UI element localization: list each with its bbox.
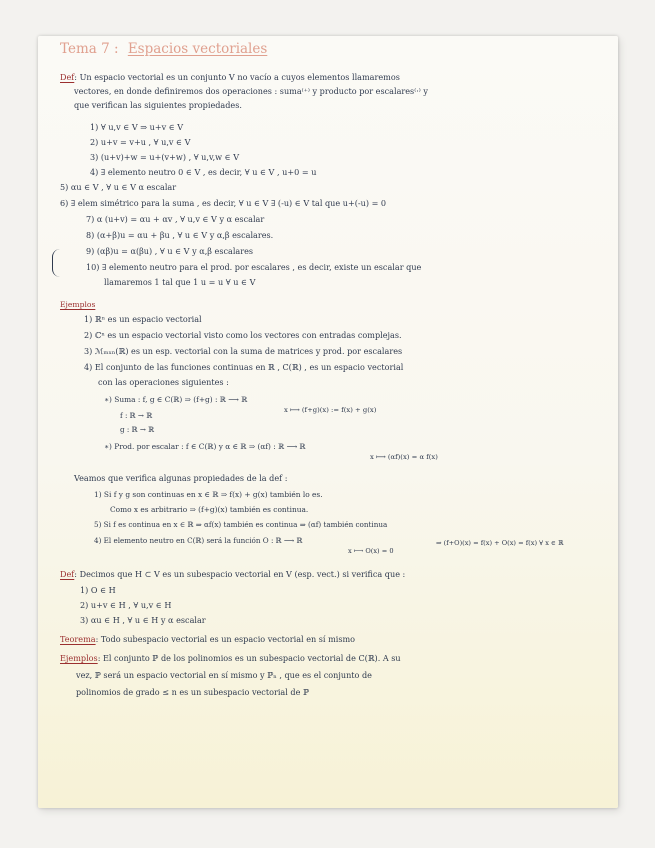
example-item: 2) ℂⁿ es un espacio vectorial visto como los vectores con entradas complejas. xyxy=(84,330,402,340)
verification-line: 4) El elemento neutro en C(ℝ) será la función O : ℝ ⟶ ℝ xyxy=(94,536,303,545)
title-prefix: Tema 7 : xyxy=(60,41,119,57)
property-item: 7) α (u+v) = αu + αv , ∀ u,v ∈ V y α escalar xyxy=(86,214,265,224)
definition-line: vectores, en donde definiremos dos operaciones : suma⁽⁺⁾ y producto por escalares⁽·⁾ y xyxy=(74,86,428,96)
example-text: vez, ℙ será un espacio vectorial en sí mismo y ℙₙ , que es el conjunto de xyxy=(76,670,372,680)
page-title xyxy=(60,41,268,57)
theorem-label: Teorema xyxy=(60,634,96,644)
property-item: 2) u+v = v+u , ∀ u,v ∈ V xyxy=(90,137,191,147)
verification-line: 1) Si f y g son continuas en x ∈ ℝ ⇒ f(x) + g(x) también lo es. xyxy=(94,490,323,499)
example-item: con las operaciones siguientes : xyxy=(98,377,229,387)
example-text: polinomios de grado ≤ n es un subespacio vectorial de ℙ xyxy=(76,687,310,697)
subspace-definition xyxy=(60,569,405,580)
property-item: 6) ∃ elem simétrico para la suma , es decir, ∀ u ∈ V ∃ (-u) ∈ V tal que u+(-u) = 0 xyxy=(60,198,387,208)
subspace-condition: 1) O ∈ H xyxy=(80,585,116,595)
property-item: llamaremos 1 tal que 1 u = u ∀ u ∈ V xyxy=(104,277,256,287)
property-item: 3) (u+v)+w = u+(v+w) , ∀ u,v,w ∈ V xyxy=(90,152,240,162)
example-item: 3) ℳₘₓₙ(ℝ) es un esp. vectorial con la suma de matrices y prod. por escalares xyxy=(84,346,403,356)
verification-heading: Veamos que verifica algunas propiedades de la def : xyxy=(74,473,288,483)
definition-text: : Decimos que H ⊂ V es un subespacio vectorial en V (esp. vect.) si verifica que : xyxy=(74,569,406,579)
property-bracket xyxy=(52,249,60,277)
property-item: 4) ∃ elemento neutro 0 ∈ V , es decir, ∀ u ∈ V , u+0 = u xyxy=(90,167,317,177)
definition-line xyxy=(60,72,400,83)
property-item: 10) ∃ elemento neutro para el prod. por escalares , es decir, existe un escalar que xyxy=(86,262,422,272)
theorem-text: : Todo subespacio vectorial es un espacio vectorial en sí mismo xyxy=(95,634,356,644)
property-item: 5) αu ∈ V , ∀ u ∈ V α escalar xyxy=(60,182,177,192)
title-topic: Espacios vectoriales xyxy=(127,41,268,57)
verification-line: x ⟼ O(x) = 0 xyxy=(348,547,394,555)
property-item: 1) ∀ u,v ∈ V ⇒ u+v ∈ V xyxy=(90,122,184,132)
scalar-product-mapping: x ⟼ (αf)(x) = α f(x) xyxy=(370,453,438,461)
definition-label: Def xyxy=(60,72,75,82)
scalar-product-operation: ∗) Prod. por escalar : f ∈ C(ℝ) y α ∈ ℝ ⇒ (αf) : ℝ ⟶ ℝ xyxy=(104,442,306,451)
theorem xyxy=(60,634,355,645)
sum-mapping: x ⟼ (f+g)(x) := f(x) + g(x) xyxy=(284,406,377,414)
property-item: 9) (αβ)u = α(βu) , ∀ u ∈ V y α,β escalares xyxy=(86,246,254,256)
subspace-condition: 3) αu ∈ H , ∀ u ∈ H y α escalar xyxy=(80,615,206,625)
examples-label: Ejemplos xyxy=(60,300,96,309)
subspace-condition: 2) u+v ∈ H , ∀ u,v ∈ H xyxy=(80,600,172,610)
property-item: 8) (α+β)u = αu + βu , ∀ u ∈ V y α,β escalares. xyxy=(86,230,274,240)
example-text: : El conjunto ℙ de los polinomios es un subespacio vectorial de C(ℝ). A su xyxy=(97,653,401,663)
verification-line: ⇒ (f+O)(x) = f(x) + O(x) = f(x) ∀ x ∈ ℝ xyxy=(436,539,564,547)
polynomial-example xyxy=(60,653,401,664)
sum-domain-f: f : ℝ → ℝ xyxy=(120,411,153,420)
examples-label: Ejemplos xyxy=(60,653,98,663)
verification-line: 5) Si f es continua en x ∈ ℝ ⇒ αf(x) también es continua ⇒ (αf) también continua xyxy=(94,520,388,529)
sum-operation: ∗) Suma : f, g ∈ C(ℝ) ⇒ (f+g) : ℝ ⟶ ℝ xyxy=(104,395,248,404)
example-item: 1) ℝⁿ es un espacio vectorial xyxy=(84,314,202,324)
definition-line: que verifican las siguientes propiedades. xyxy=(74,100,242,110)
verification-line: Como x es arbitrario ⇒ (f+g)(x) también es continua. xyxy=(110,505,309,514)
sum-domain-g: g : ℝ → ℝ xyxy=(120,425,155,434)
definition-label: Def xyxy=(60,569,75,579)
example-item: 4) El conjunto de las funciones continuas en ℝ , C(ℝ) , es un espacio vectorial xyxy=(84,362,404,372)
notebook-page xyxy=(38,36,618,808)
definition-text: : Un espacio vectorial es un conjunto V no vacío a cuyos elementos llamaremos xyxy=(74,72,400,82)
